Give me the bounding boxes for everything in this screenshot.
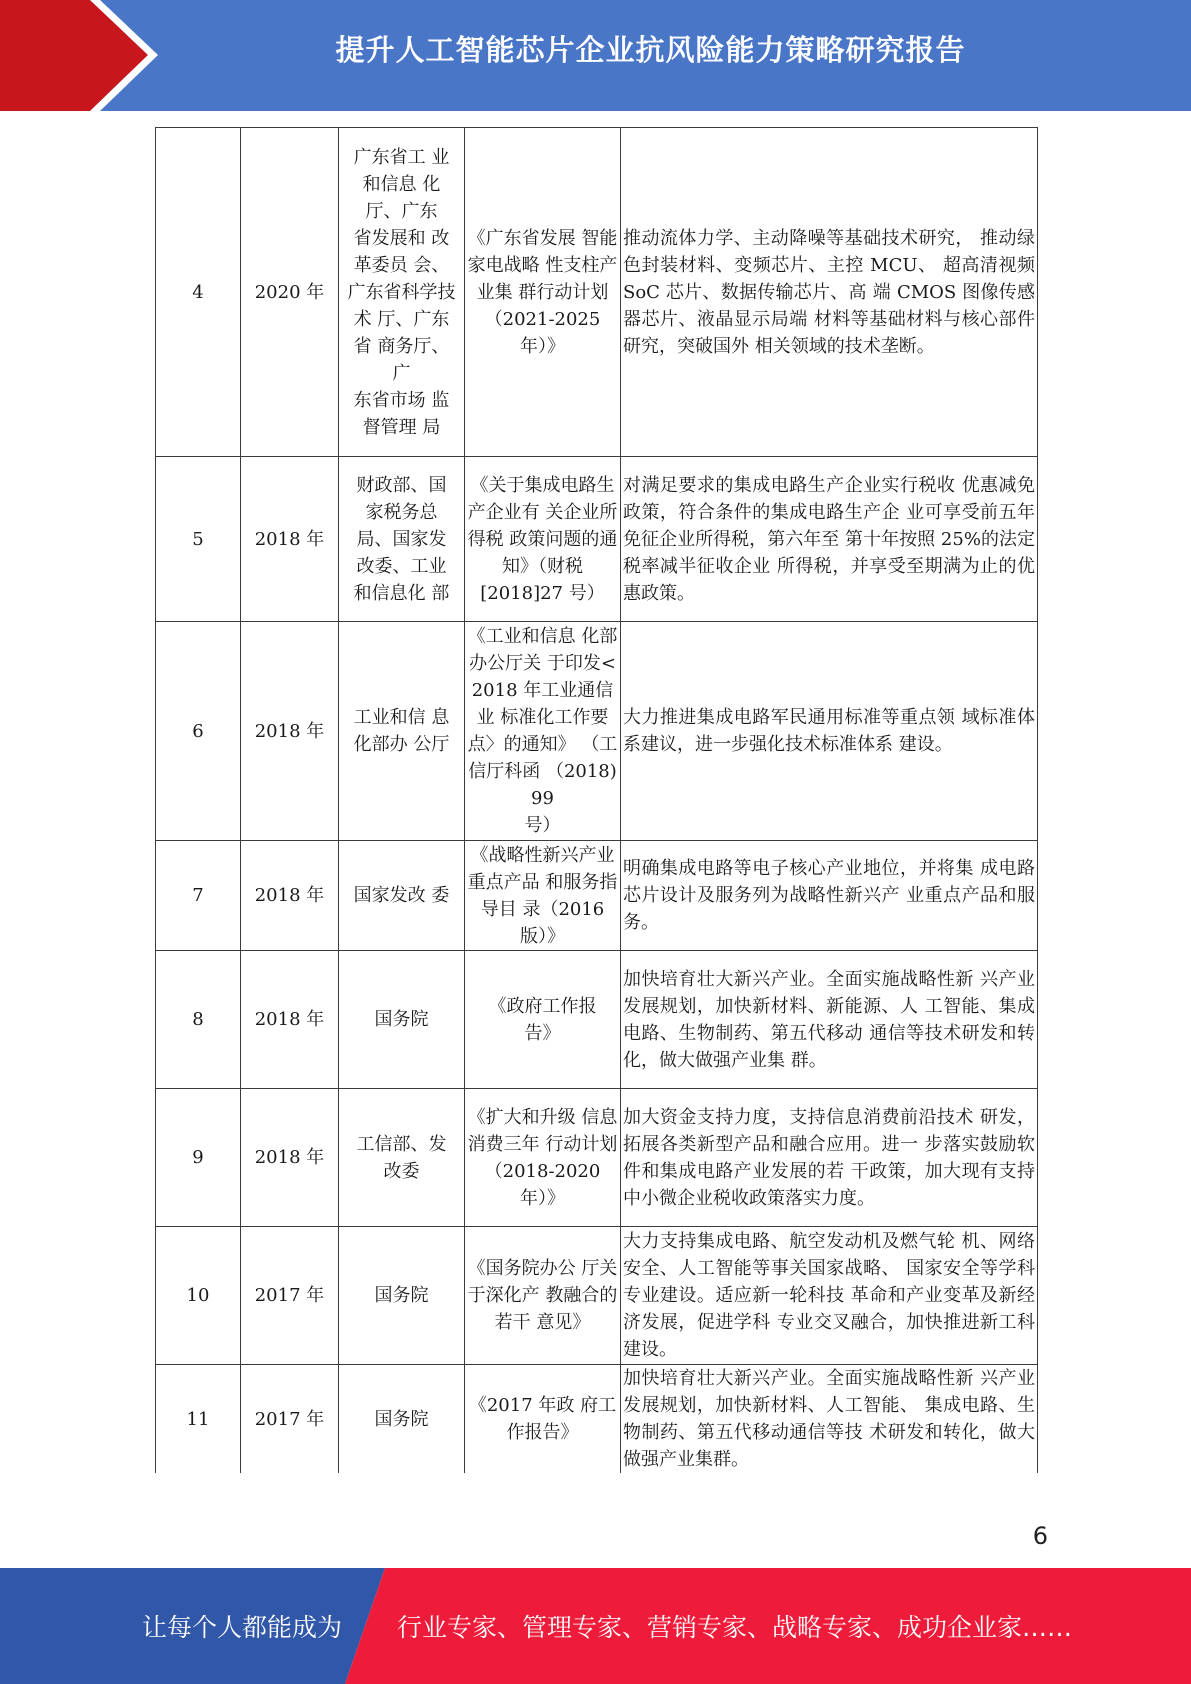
row-year: 2018 年 bbox=[241, 457, 339, 622]
row-number: 7 bbox=[156, 841, 241, 951]
row-policy-content: 加快培育壮大新兴产业。全面实施战略性新 兴产业发展规划，加快新材料、人工智能、 集成电路、生物制药、第五代移动通信等技 术研发和转化，做大做强产业集群。 bbox=[621, 1365, 1038, 1474]
footer-slogan-right: 行业专家、管理专家、营销专家、战略专家、成功企业家…… bbox=[397, 1613, 1073, 1642]
row-policy-title: 《工业和信息 化部办公厅关 于印发<2018 年工业通信业 标准化工作要 点〉的通知》 （工信厅科函 （2018)99 号） bbox=[465, 622, 621, 841]
row-number: 8 bbox=[156, 951, 241, 1089]
row-year: 2020 年 bbox=[241, 128, 339, 457]
policy-table-container bbox=[155, 127, 1037, 1470]
page-number: 6 bbox=[1032, 1522, 1048, 1550]
policy-table bbox=[155, 127, 1038, 1473]
row-year: 2018 年 bbox=[241, 1089, 339, 1227]
row-policy-title: 《战略性新兴产业重点产品 和服务指导目 录（2016 版）》 bbox=[465, 841, 621, 951]
row-policy-content: 加大资金支持力度，支持信息消费前沿技术 研发，拓展各类新型产品和融合应用。进一 步落实鼓励软件和集成电路产业发展的若 干政策，加大现有支持中小微企业税收政策落实力度。 bbox=[621, 1089, 1038, 1227]
table-row bbox=[156, 841, 1038, 951]
row-policy-title: 《关于集成电路生产企业有 关企业所得税 政策问题的通 知》（财税 [2018]27 号） bbox=[465, 457, 621, 622]
row-number: 4 bbox=[156, 128, 241, 457]
row-department: 国务院 bbox=[339, 951, 465, 1089]
row-department: 广东省工 业 和信息 化 厅、广东 省发展和 改 革委员 会、 广东省科学技 术 厅、广东 省 商务厅、 广 东省市场 监 督管理 局 bbox=[339, 128, 465, 457]
table-row bbox=[156, 1227, 1038, 1365]
row-policy-content: 大力支持集成电路、航空发动机及燃气轮 机、网络安全、人工智能等事关国家战略、 国家安全等学科专业建设。适应新一轮科技 革命和产业变革及新经济发展，促进学科 专业交叉融合，加快推进新工科建设。 bbox=[621, 1227, 1038, 1365]
table-row bbox=[156, 1089, 1038, 1227]
table-row bbox=[156, 457, 1038, 622]
row-department: 国家发改 委 bbox=[339, 841, 465, 951]
table-row bbox=[156, 128, 1038, 457]
row-number: 9 bbox=[156, 1089, 241, 1227]
row-department: 财政部、国 家税务总 局、国家发 改委、工业 和信息化 部 bbox=[339, 457, 465, 622]
row-policy-title: 《政府工作报 告》 bbox=[465, 951, 621, 1089]
row-policy-content: 加快培育壮大新兴产业。全面实施战略性新 兴产业发展规划，加快新材料、新能源、人 工智能、集成电路、生物制药、第五代移动 通信等技术研发和转化，做大做强产业集 群。 bbox=[621, 951, 1038, 1089]
row-number: 5 bbox=[156, 457, 241, 622]
row-policy-title: 《广东省发展 智能家电战略 性支柱产业集 群行动计划（2021-2025 年）》 bbox=[465, 128, 621, 457]
row-policy-title: 《2017 年政 府工作报告》 bbox=[465, 1365, 621, 1474]
row-year: 2018 年 bbox=[241, 951, 339, 1089]
row-year: 2017 年 bbox=[241, 1365, 339, 1474]
table-row bbox=[156, 622, 1038, 841]
row-policy-content: 明确集成电路等电子核心产业地位，并将集 成电路芯片设计及服务列为战略性新兴产 业重点产品和服务。 bbox=[621, 841, 1038, 951]
row-year: 2018 年 bbox=[241, 841, 339, 951]
row-department: 国务院 bbox=[339, 1365, 465, 1474]
row-year: 2017 年 bbox=[241, 1227, 339, 1365]
report-title: 提升人工智能芯片企业抗风险能力策略研究报告 bbox=[335, 33, 966, 67]
row-policy-content: 推动流体力学、主动降噪等基础技术研究， 推动绿色封装材料、变频芯片、主控 MCU、 超高清视频 SoC 芯片、数据传输芯片、高 端 CMOS 图像传感器芯片、液晶显示局端 材料等基础材料与核心部件研究，突破国外 相关领域的技术垄断。 bbox=[621, 128, 1038, 457]
page-footer bbox=[0, 1568, 1191, 1684]
row-department: 国务院 bbox=[339, 1227, 465, 1365]
row-policy-content: 对满足要求的集成电路生产企业实行税收 优惠减免政策，符合条件的集成电路生产企 业可享受前五年免征企业所得税，第六年至 第十年按照 25%的法定税率减半征收企业 所得税，并享受至期满为止的优惠政策。 bbox=[621, 457, 1038, 622]
footer-slogan-left: 让每个人都能成为 bbox=[142, 1613, 343, 1642]
row-number: 6 bbox=[156, 622, 241, 841]
row-department: 工业和信 息 化部办 公厅 bbox=[339, 622, 465, 841]
row-policy-title: 《扩大和升级 信息消费三年 行动计划 （2018-2020 年）》 bbox=[465, 1089, 621, 1227]
row-policy-title: 《国务院办公 厅关于深化产 教融合的若干 意见》 bbox=[465, 1227, 621, 1365]
row-policy-content: 大力推进集成电路军民通用标准等重点领 域标准体系建议，进一步强化技术标准体系 建设。 bbox=[621, 622, 1038, 841]
page-header bbox=[0, 0, 1191, 111]
row-number: 10 bbox=[156, 1227, 241, 1365]
row-year: 2018 年 bbox=[241, 622, 339, 841]
table-row bbox=[156, 1365, 1038, 1474]
row-number: 11 bbox=[156, 1365, 241, 1474]
table-row bbox=[156, 951, 1038, 1089]
row-department: 工信部、发 改委 bbox=[339, 1089, 465, 1227]
